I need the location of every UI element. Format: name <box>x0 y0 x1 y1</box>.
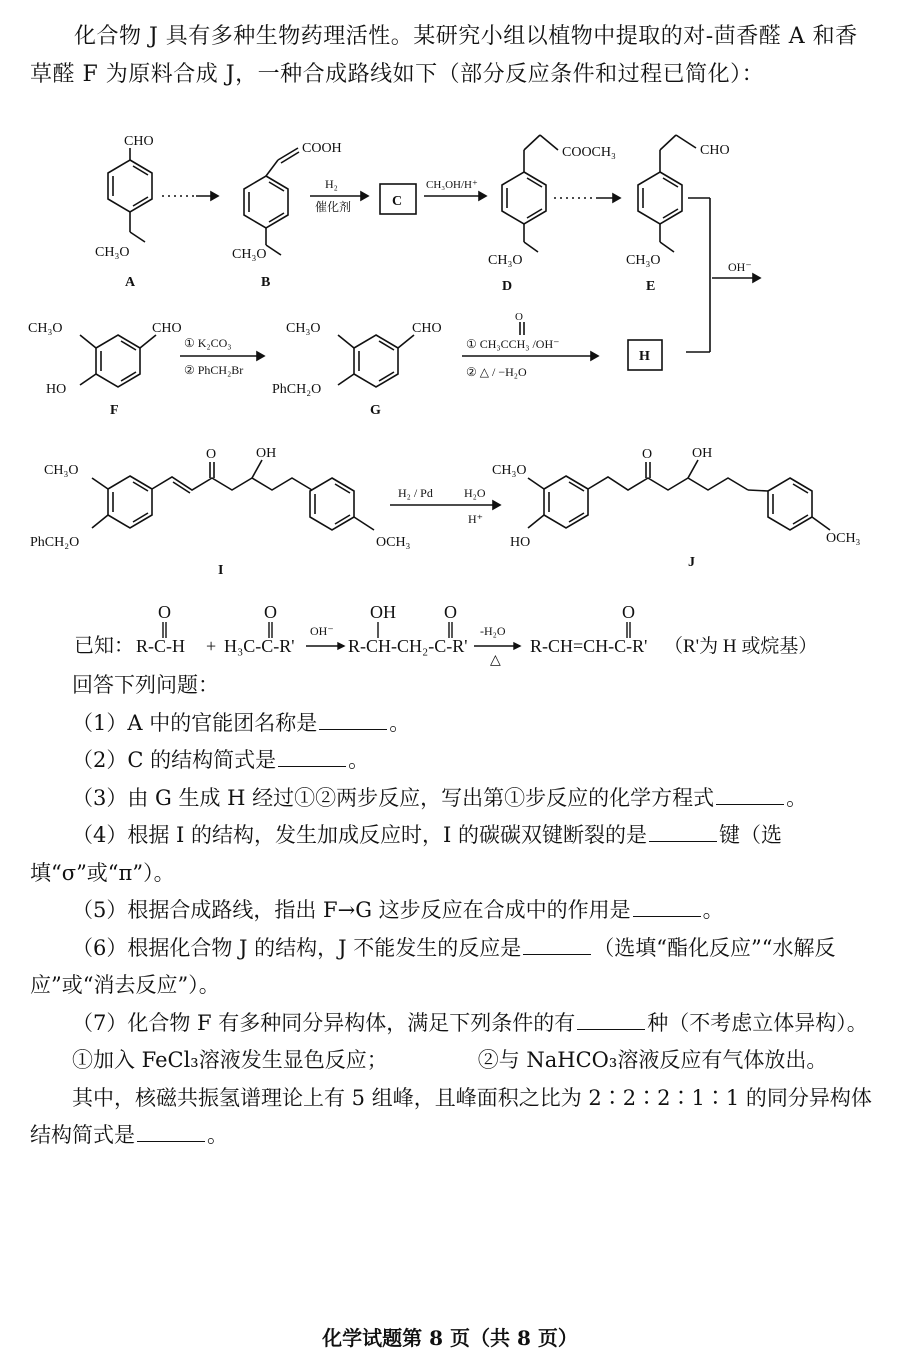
question-2: （2）C 的结构简式是 。 <box>72 748 370 772</box>
question-6: （6）根据化合物 J 的结构，J 不能发生的反应是 （选填“酯化反应”“水解反应”或“消去反应”）。 <box>30 935 836 997</box>
questions-section <box>30 667 880 1155</box>
g-group: CHO <box>412 321 442 336</box>
known-prefix: 已知： <box>74 635 134 657</box>
a-group: CHO <box>124 134 154 149</box>
question-1: （1）A 中的官能团名称是 。 <box>72 710 411 735</box>
i-sub1: CH₃O <box>44 463 79 478</box>
known-cond2-top: -H₂O <box>480 624 506 638</box>
compound-i-structure <box>92 460 374 530</box>
d-label: D <box>502 279 513 294</box>
b-label: B <box>261 275 271 290</box>
i-sub3: OCH₃ <box>376 535 411 550</box>
page-footer: 化学试题第 8 页（共 8 页） <box>322 1326 578 1350</box>
compound-f-structure <box>80 335 156 387</box>
b-group: COOH <box>302 141 342 156</box>
known-reactant1: R-C-H <box>136 636 185 656</box>
known-o3: O <box>444 602 457 622</box>
h-label: H <box>639 349 650 364</box>
j-sub2: HO <box>510 535 531 550</box>
cond-g-h-1: ① CH₃CCH₃ /OH⁻ <box>466 337 560 351</box>
i-oh: OH <box>256 446 277 461</box>
cond-b-c-bottom: 催化剂 <box>315 200 352 214</box>
answer-blank-1[interactable] <box>319 709 387 730</box>
question-4: （4）根据 I 的结构，发生加成反应时，I 的碳碳双键断裂的是 键（选填“σ”或“π”）。 <box>30 823 782 885</box>
cond-b-c-top: H₂ <box>325 177 338 191</box>
known-mid-oh: OH <box>370 602 396 622</box>
answer-blank-6[interactable] <box>523 934 591 955</box>
question-7: （7）化合物 F 有多种同分异构体，满足下列条件的有 种（不考虑立体异构）。 <box>72 1010 868 1035</box>
known-o4: O <box>622 602 635 622</box>
known-o1: O <box>158 602 171 622</box>
c-label: C <box>392 194 403 209</box>
known-plus: + <box>206 636 217 656</box>
compound-e-structure <box>638 135 696 252</box>
answer-blank-5[interactable] <box>633 896 701 917</box>
cond-i-j-3: H⁺ <box>468 512 483 526</box>
j-o-mark: O <box>642 447 653 462</box>
d-sub: CH₃O <box>488 253 523 268</box>
answer-blank-8[interactable] <box>137 1121 205 1142</box>
known-note: （R'为 H 或烷基） <box>664 636 818 657</box>
cond-i-j-2: H₂O <box>464 486 486 500</box>
answer-blank-7[interactable] <box>577 1009 645 1030</box>
question-3: （3）由 G 生成 H 经过①②两步反应，写出第①步反应的化学方程式 。 <box>72 785 808 810</box>
o-mark-acetone: O <box>515 311 523 323</box>
i-sub2: PhCH₂O <box>30 535 80 550</box>
j-sub3: OCH₃ <box>826 531 861 546</box>
f-group: CHO <box>152 321 182 336</box>
cond-g-h-2: ② △ / −H₂O <box>466 365 527 379</box>
g-label: G <box>370 403 381 418</box>
cond-f-g-2: ② PhCH₂Br <box>184 363 244 377</box>
compound-j-structure <box>528 460 830 530</box>
cond-c-d: CH₃OH/H⁺ <box>426 179 478 191</box>
a-sub: CH₃O <box>95 245 130 260</box>
b-sub: CH₃O <box>232 247 267 262</box>
cond-f-g-1: ① K₂CO₃ <box>184 336 232 350</box>
intro-paragraph: 化合物 J 具有多种生物药理活性。某研究小组以植物中提取的对-茴香醛 A 和香草醛 F 为原料合成 J，一种合成路线如下（部分反应条件和过程已简化）： <box>30 24 858 87</box>
synthesis-scheme <box>0 118 900 588</box>
known-reactant2: H₃C-C-R' <box>224 636 295 656</box>
j-sub1: CH₃O <box>492 463 527 478</box>
i-o-mark: O <box>206 447 217 462</box>
compound-a-structure <box>108 148 152 242</box>
g-sub2: PhCH₂O <box>272 382 322 397</box>
j-oh: OH <box>692 446 713 461</box>
a-label: A <box>125 275 136 290</box>
f-sub2: HO <box>46 382 67 397</box>
compound-d-structure <box>502 135 558 252</box>
known-product: R-CH=CH-C-R' <box>530 636 648 656</box>
compound-b-structure <box>244 148 299 255</box>
known-o2: O <box>264 602 277 622</box>
known-reaction <box>74 598 884 668</box>
cond-e-arrow: OH⁻ <box>728 260 752 274</box>
condition-2: ②与 NaHCO₃溶液反应有气体放出。 <box>477 1048 828 1072</box>
e-label: E <box>646 279 656 294</box>
answer-prompt: 回答下列问题： <box>72 673 219 697</box>
j-label: J <box>688 555 695 570</box>
e-group: CHO <box>700 143 730 158</box>
answer-blank-3[interactable] <box>716 784 784 805</box>
question-7-conditions <box>30 1042 880 1080</box>
known-mid: R-CH-CH₂-C-R' <box>348 636 468 656</box>
f-sub1: CH₃O <box>28 321 63 336</box>
known-cond1: OH⁻ <box>310 624 334 638</box>
question-5: （5）根据合成路线，指出 F→G 这步反应在合成中的作用是 。 <box>72 898 724 922</box>
question-7-structure: 其中，核磁共振氢谱理论上有 5 组峰，且峰面积之比为 2∶2∶2∶1∶1 的同分异构体结构简式是 。 <box>30 1085 872 1147</box>
answer-blank-4[interactable] <box>649 821 717 842</box>
cond-i-j-1: H₂ / Pd <box>398 486 433 500</box>
condition-1: ①加入 FeCl₃溶液发生显色反应； <box>72 1048 388 1072</box>
answer-blank-2[interactable] <box>278 746 346 767</box>
f-label: F <box>110 403 119 418</box>
e-sub: CH₃O <box>626 253 661 268</box>
known-cond2-bottom: △ <box>490 653 501 668</box>
d-group: COOCH₃ <box>562 145 616 160</box>
g-sub1: CH₃O <box>286 321 321 336</box>
compound-g-structure <box>338 335 414 387</box>
i-label: I <box>218 563 224 578</box>
